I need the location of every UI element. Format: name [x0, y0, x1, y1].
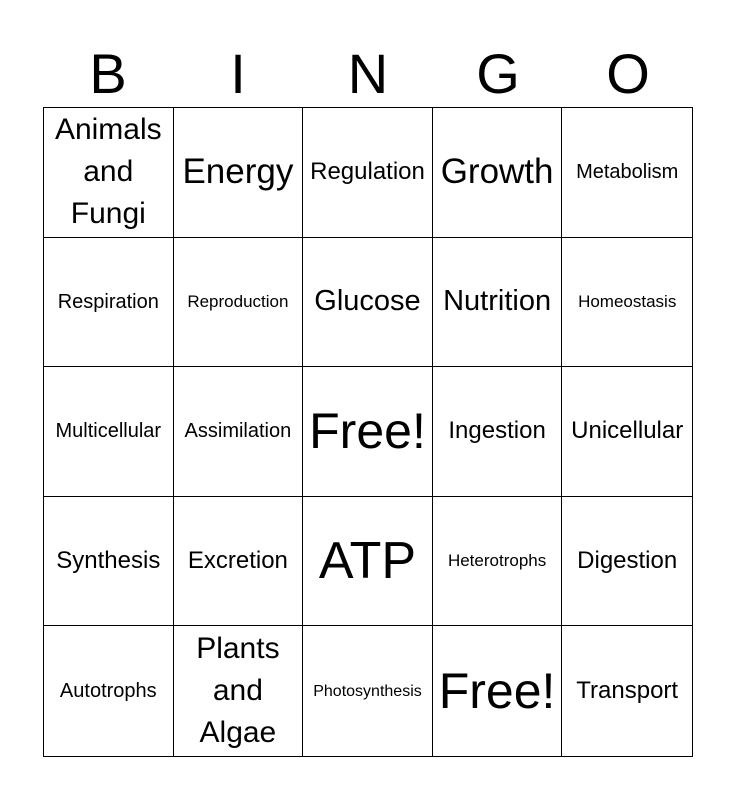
bingo-cell[interactable] [562, 497, 692, 627]
cell-label: Unicellular [571, 417, 684, 445]
bingo-cell[interactable] [44, 108, 174, 238]
bingo-free-space[interactable] [303, 367, 433, 497]
bingo-cell[interactable] [303, 238, 433, 368]
bingo-free-space[interactable] [433, 626, 563, 756]
cell-label: Photosynthesis [313, 682, 422, 700]
bingo-cell[interactable] [433, 238, 563, 368]
bingo-cell[interactable] [433, 108, 563, 238]
cell-label: Multicellular [55, 420, 162, 443]
cell-label: Glucose [314, 285, 421, 318]
cell-label: Transport [576, 676, 679, 704]
bingo-cell[interactable] [562, 367, 692, 497]
header-letter-i: I [230, 42, 246, 105]
bingo-cell[interactable] [174, 626, 304, 756]
header-letter-n: N [347, 42, 389, 105]
bingo-cell[interactable] [303, 497, 433, 627]
bingo-card-grid [43, 107, 693, 757]
bingo-cell[interactable] [562, 626, 692, 756]
cell-label: Assimilation [184, 420, 292, 443]
bingo-cell[interactable] [433, 367, 563, 497]
bingo-cell[interactable] [174, 497, 304, 627]
bingo-cell[interactable] [562, 108, 692, 238]
bingo-cell[interactable] [174, 238, 304, 368]
bingo-cell[interactable] [303, 626, 433, 756]
cell-label: Heterotrophs [447, 550, 547, 570]
cell-label: Metabolism [576, 161, 679, 184]
header-letter-b: B [89, 42, 127, 105]
bingo-cell[interactable] [433, 497, 563, 627]
header-letter-o: O [606, 42, 650, 105]
bingo-cell[interactable] [174, 108, 304, 238]
cell-label: Regulation [310, 157, 425, 185]
cell-label: Ingestion [448, 417, 546, 445]
bingo-cell[interactable] [562, 238, 692, 368]
cell-label: Reproduction [187, 291, 289, 311]
cell-label: Respiration [57, 290, 159, 313]
cell-label: Homeostasis [578, 291, 677, 311]
cell-label: Excretion [187, 546, 288, 574]
cell-label: Autotrophs [59, 680, 157, 703]
cell-label: Free! [438, 663, 556, 720]
cell-label: Animals and Fungi [54, 113, 162, 231]
bingo-cell[interactable] [44, 367, 174, 497]
cell-label: Plants and Algae [196, 632, 280, 750]
cell-label: Energy [182, 152, 294, 192]
bingo-cell[interactable] [174, 367, 304, 497]
bingo-cell[interactable] [44, 238, 174, 368]
cell-label: ATP [318, 531, 417, 590]
cell-label: Digestion [577, 546, 678, 574]
cell-label: Free! [309, 403, 426, 460]
bingo-cell[interactable] [44, 497, 174, 627]
cell-label: Growth [440, 152, 554, 192]
bingo-cell[interactable] [44, 626, 174, 756]
cell-label: Synthesis [56, 546, 161, 574]
bingo-cell[interactable] [303, 108, 433, 238]
cell-label: Nutrition [443, 285, 552, 318]
header-letter-g: G [476, 42, 520, 105]
bingo-header [43, 40, 693, 108]
